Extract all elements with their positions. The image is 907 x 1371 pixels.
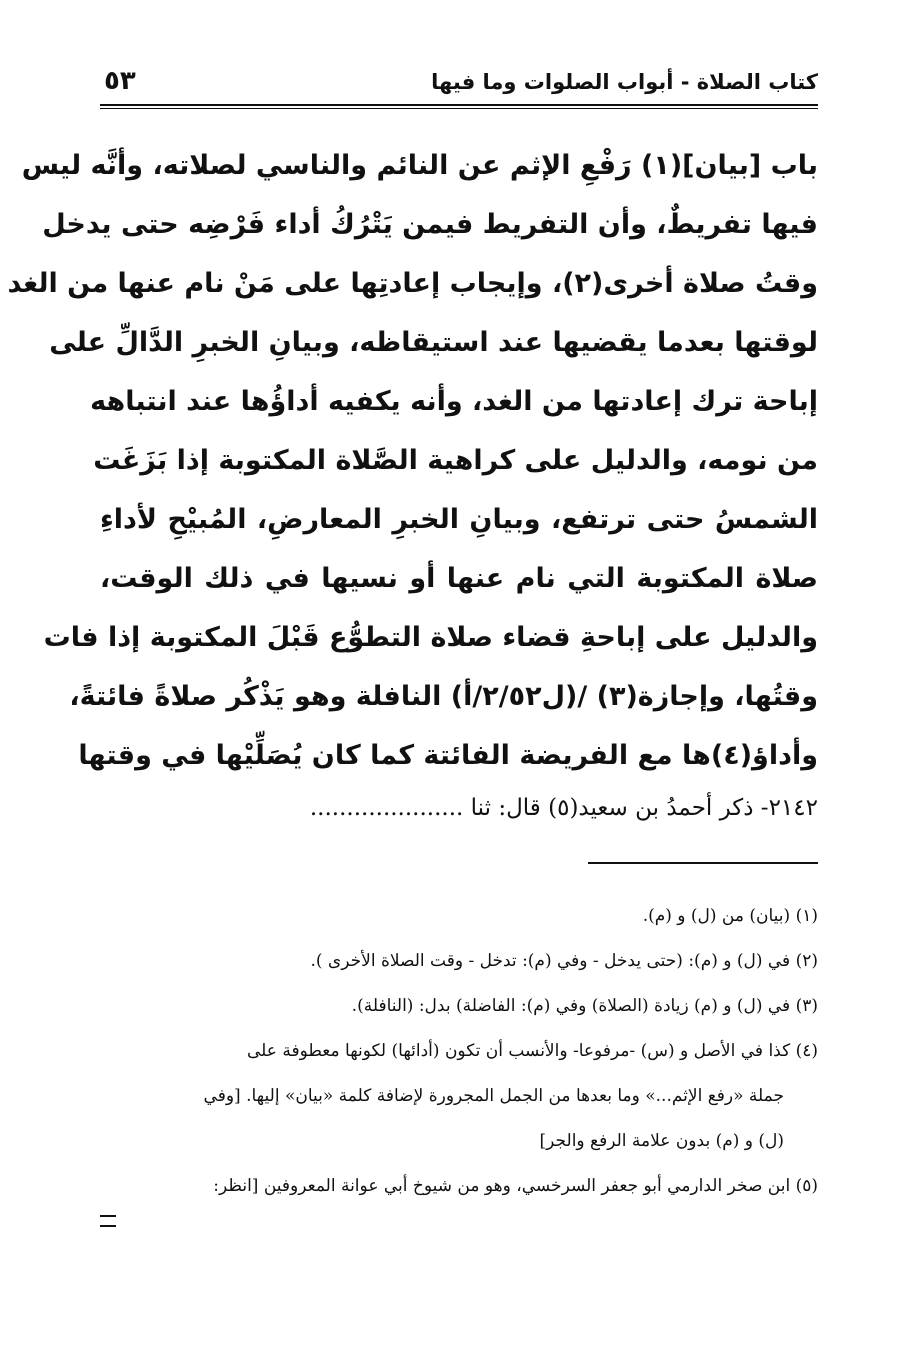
heading-line: لوقتها بعدما يقضيها عند استيقاظه، وبيانِ الخبرِ الدَّالِّ على: [49, 327, 818, 358]
footnote-line: (١) (بيان) من (ل) و (م).: [642, 906, 818, 926]
header-rule: [100, 104, 818, 106]
footnote-line: (٢) في (ل) و (م): (حتى يدخل - وفي (م): تدخل - وقت الصلاة الأخرى ).: [310, 951, 818, 971]
footnote-line: جملة «رفع الإثم...» وما بعدها من الجمل المجرورة لإضافة كلمة «بيان» إليها. [وفي: [203, 1086, 784, 1106]
chapter-heading: [7, 136, 818, 785]
footnote-separator: [588, 862, 818, 864]
heading-line: إباحة ترك إعادتها من الغد، وأنه يكفيه أداؤُها عند انتباهه: [90, 386, 818, 417]
footnote-line: (ل) و (م) بدون علامة الرفع والجر]: [539, 1131, 784, 1151]
continuation-mark: [100, 1215, 116, 1227]
page-number: ٥٣: [104, 66, 136, 96]
footnote-line: (٣) في (ل) و (م) زيادة (الصلاة) وفي (م): الفاضلة) بدل: (النافلة).: [351, 996, 818, 1016]
footnotes: [100, 894, 818, 1209]
heading-line: وأداؤ(٤)ها مع الفريضة الفائتة كما كان يُصَلِّيْها في وقتها: [78, 740, 818, 771]
page-header: [100, 66, 818, 106]
heading-line: من نومه، والدليل على كراهية الصَّلاة المكتوبة إذا بَزَغَت: [93, 445, 818, 476]
hadith-entry: ٢١٤٢- ذكر أحمدُ بن سعيد(٥) قال: ثنا .....................: [309, 795, 818, 821]
header-rule-thin: [100, 108, 818, 109]
heading-line: صلاة المكتوبة التي نام عنها أو نسيها في ذلك الوقت،: [100, 563, 818, 594]
running-title: كتاب الصلاة - أبواب الصلوات وما فيها: [431, 70, 818, 94]
heading-line: وقتُ صلاة أخرى(٢)، وإيجاب إعادتِها على مَنْ نام عنها من الغد: [7, 268, 818, 299]
heading-line: فيها تفريطٌ، وأن التفريط فيمن يَتْرُكُ أداء فَرْضِه حتى يدخل: [42, 209, 818, 240]
footnote-line: (٤) كذا في الأصل و (س) -مرفوعا- والأنسب أن تكون (أدائها) لكونها معطوفة على: [246, 1041, 818, 1061]
heading-line: وقتُها، وإجازة(٣) /(ل٢/٥٢/أ) النافلة وهو يَذْكُر صلاةً فائتةً،: [69, 681, 818, 712]
heading-line: والدليل على إباحةِ قضاء صلاة التطوُّع قَبْلَ المكتوبة إذا فات: [43, 622, 818, 653]
footnote-line: (٥) ابن صخر الدارمي أبو جعفر السرخسي، وهو من شيوخ أبي عوانة المعروفين [انظر:: [213, 1176, 818, 1196]
heading-line: باب [بيان](١) رَفْعِ الإثم عن النائم والناسي لصلاته، وأنَّه ليس: [21, 150, 818, 181]
heading-line: الشمسُ حتى ترتفع، وبيانِ الخبرِ المعارضِ، المُبيْحِ لأداءِ: [100, 504, 818, 535]
